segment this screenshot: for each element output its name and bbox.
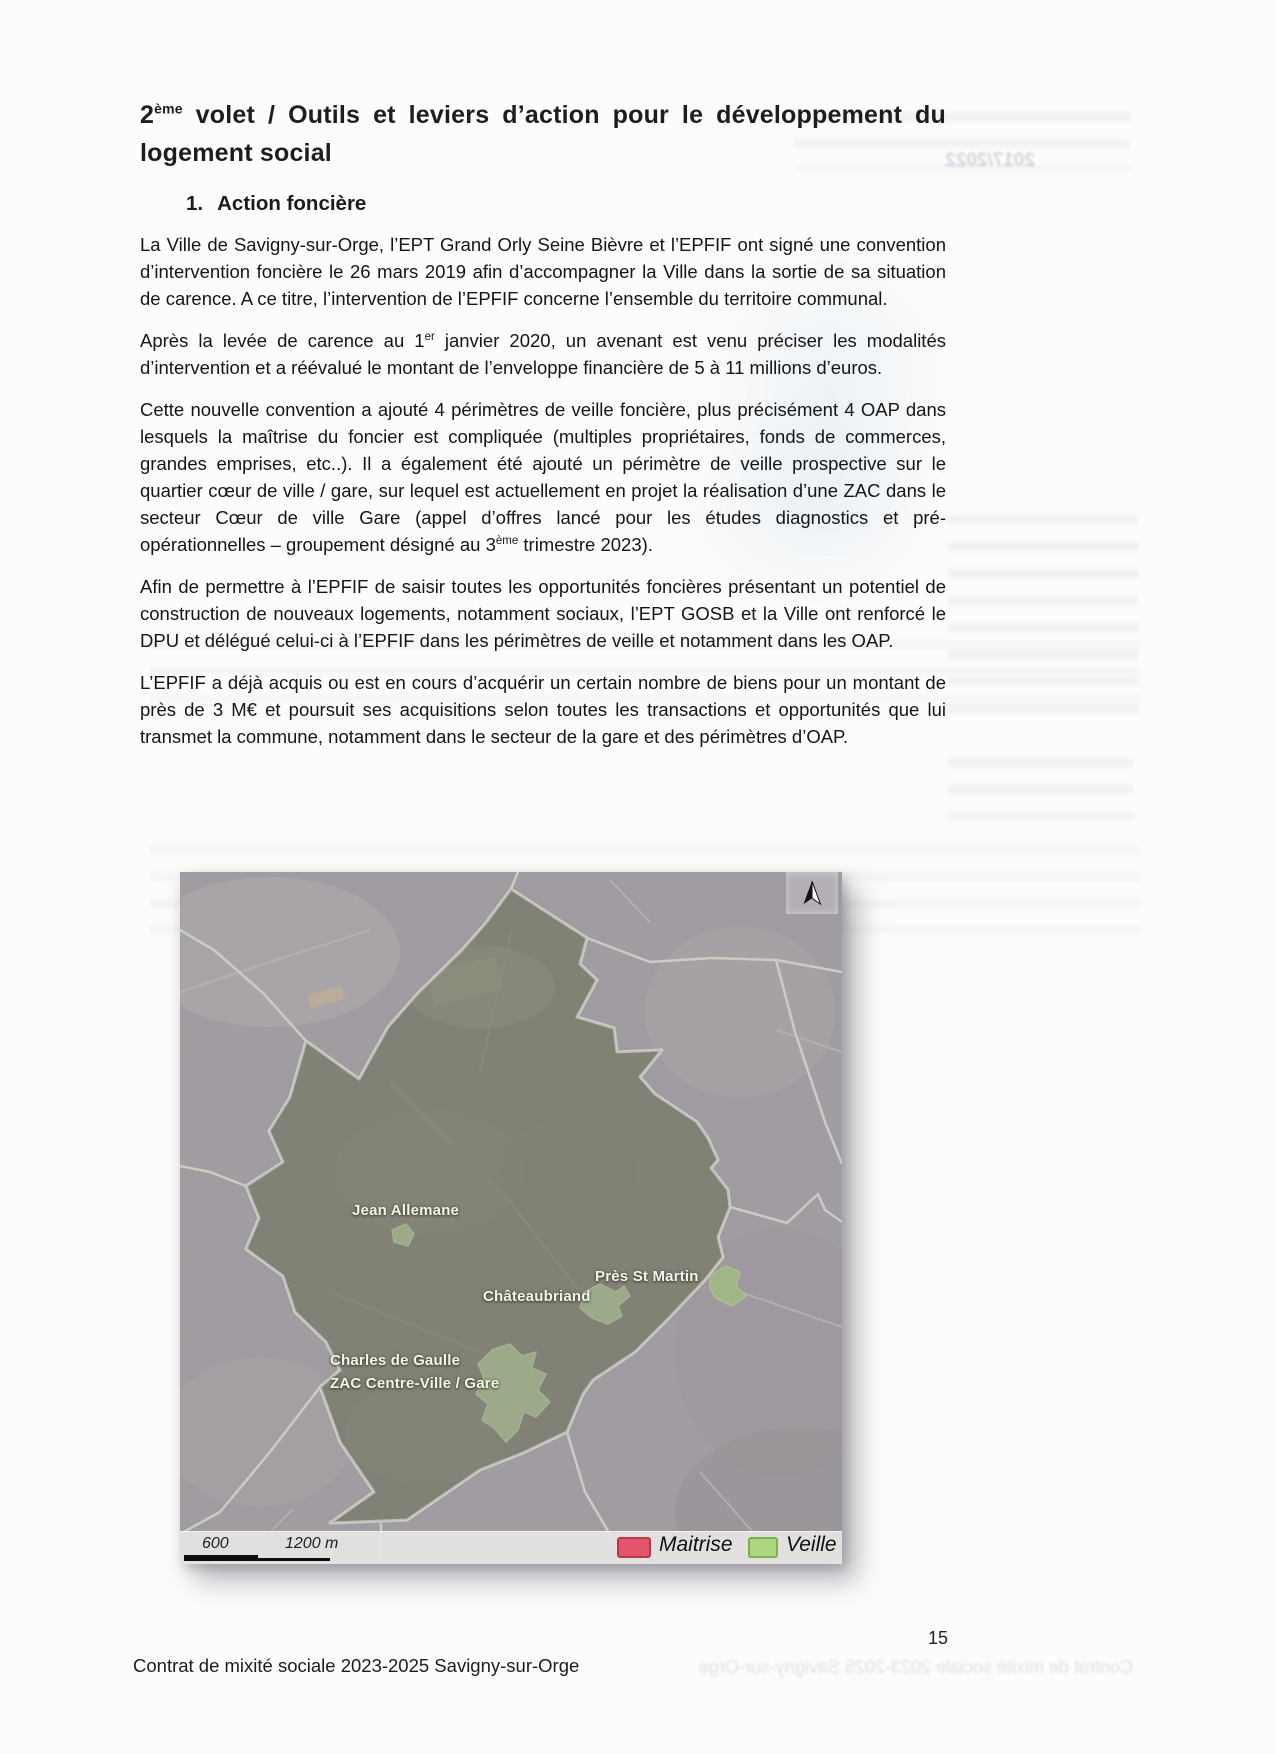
legend-label-maitrise: Maitrise: [659, 1533, 733, 1556]
paragraph-4: Afin de permettre à l’EPFIF de saisir toutes les opportunités foncières présentant un potentiel de construction de nouveaux logements, notamment sociaux, l’EPT GOSB et la Ville ont renforcé le DPU et délégué celui-ci à l’EPFIF dans les périmètres de veille et notamment dans les OAP.: [140, 576, 946, 651]
map-label-pres-st-martin: Près St Martin: [595, 1268, 699, 1285]
paragraph-5: L’EPFIF a déjà acquis ou est en cours d’acquérir un certain nombre de biens pour un montant de près de 3 M€ et poursuit ses acquisitions selon toutes les transactions et opportunités que lui transmet la commune, notamment dans le secteur de la gare et des périmètres d’OAP.: [140, 672, 946, 747]
scale-bar-segment: [258, 1558, 330, 1561]
map-label-zac-centre-ville-gare: ZAC Centre-Ville / Gare: [330, 1375, 500, 1392]
map-image: [180, 872, 842, 1563]
footer-text: Contrat de mixité sociale 2023-2025 Savigny-sur-Orge: [133, 1655, 580, 1676]
legend-label-veille: Veille: [786, 1533, 837, 1556]
page-number: 15: [928, 1628, 949, 1648]
bleed-through-footer: Contrat de mixité sociale 2023-2025 Savigny-sur-Orge: [698, 1657, 1133, 1677]
title-text: volet / Outils et leviers d’action pour le développement du logement social: [140, 101, 946, 167]
map-label-jean-allemane: Jean Allemane: [352, 1202, 460, 1219]
legend-swatch-maitrise: [617, 1537, 651, 1558]
north-arrow-icon: [795, 875, 829, 911]
scale-tick-600: 600: [202, 1535, 229, 1552]
bleed-through-block: [948, 515, 1138, 715]
title-number: 2: [140, 101, 155, 129]
paragraph-2-text: Après la levée de carence au 1: [140, 330, 425, 351]
paragraph-2: [140, 327, 946, 381]
map-footer-strip: [180, 1531, 842, 1564]
map-label-charles-de-gaulle: Charles de Gaulle: [330, 1352, 461, 1369]
ordinal-superscript: er: [424, 330, 435, 343]
section-label: Action foncière: [217, 192, 367, 215]
paragraph-1: La Ville de Savigny-sur-Orge, l’EPT Grand Orly Seine Bièvre et l’EPFIF ont signé une convention d’intervention foncière le 26 mars 2019 afin d’accompagner la Ville dans la sortie de sa situation de carence. A ce titre, l’intervention de l’EPFIF concerne l’ensemble du territoire communal.: [140, 234, 946, 309]
map-label-chateaubriand: Châteaubriand: [483, 1288, 591, 1305]
scale-bar-segment: [184, 1555, 258, 1561]
section-number: 1.: [186, 192, 204, 215]
page-title: [140, 96, 946, 172]
bleed-through-year: 2017/2022: [945, 150, 1035, 171]
document-body: [140, 96, 946, 750]
satellite-map-figure: [180, 872, 842, 1563]
section-heading: [186, 192, 946, 216]
paragraph-3-text: Cette nouvelle convention a ajouté 4 périmètres de veille foncière, plus précisément 4 OAP dans lesquels la maîtrise du foncier est compliquée (multiples propriétaires, fonds de commerces, grandes emprises, etc..). Il a également été ajouté un périmètre de veille prospective sur le quartier cœur de ville / gare, sur lequel est actuellement en projet la réalisation d’une ZAC dans le secteur Cœur de ville Gare (appel d’offres lancé pour les études diagnostics et pré-opérationnelles – groupement désigné au 3: [140, 399, 946, 555]
north-arrow-box: [786, 872, 838, 914]
paragraph-3: [140, 396, 946, 558]
title-ordinal-suffix: ème: [154, 100, 183, 117]
paragraph-2-text: janvier 2020, un avenant est venu préciser les modalités d’intervention et a réévalué le montant de l’enveloppe financière de 5 à 11 millions d’euros.: [140, 330, 946, 378]
ordinal-superscript: ème: [495, 534, 519, 547]
legend-swatch-veille: [748, 1537, 778, 1558]
bleed-through-block: [948, 758, 1133, 820]
paragraph-3-text: trimestre 2023).: [518, 534, 653, 555]
scale-tick-1200m: 1200 m: [285, 1535, 339, 1552]
